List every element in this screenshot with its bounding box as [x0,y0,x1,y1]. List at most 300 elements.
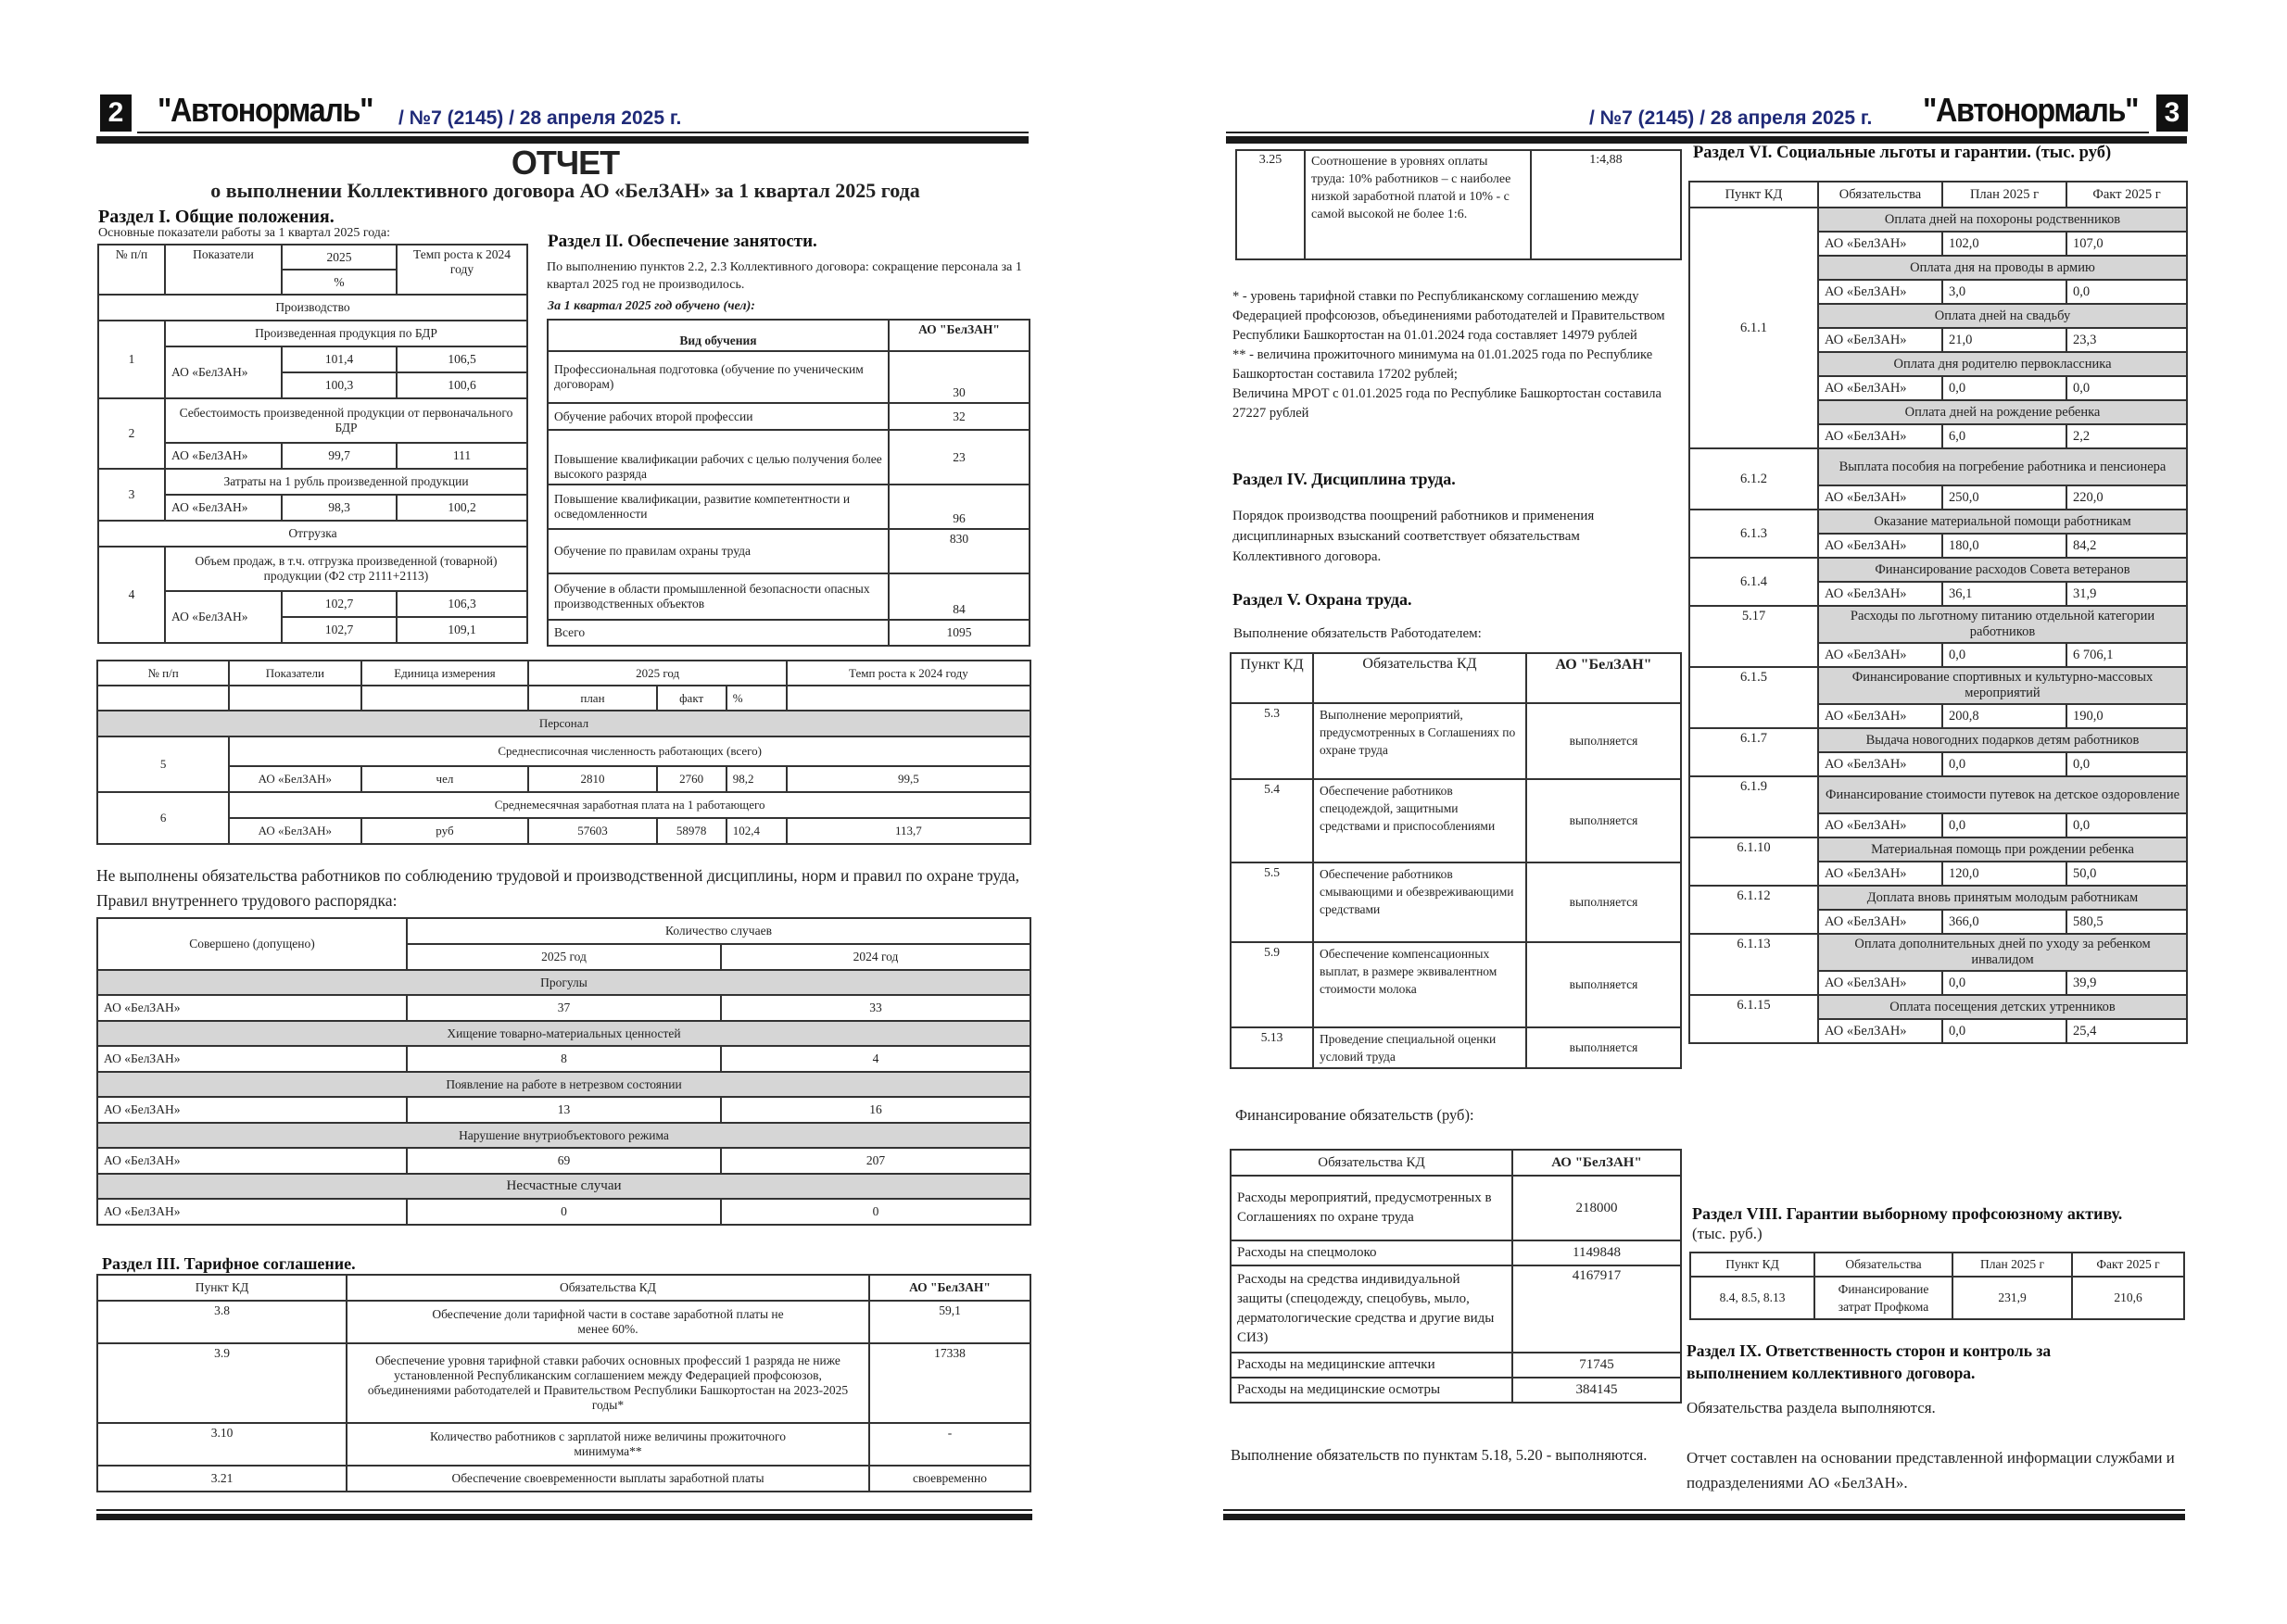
benefit-fact: 190,0 [2066,704,2187,728]
violation-count-2025: 0 [407,1199,721,1225]
cell-growth: 106,5 [397,346,527,372]
financing-amount: 218000 [1512,1176,1681,1240]
financing-item: Расходы на медицинские аптечки [1231,1353,1512,1378]
violation-group-name: Нарушение внутриобъектового режима [97,1123,1030,1148]
benefit-org: АО «БелЗАН» [1818,534,1942,558]
safety-row [1231,703,1681,779]
benefit-org: АО «БелЗАН» [1818,280,1942,304]
section-3-heading: Раздел III. Тарифное соглашение. [102,1254,356,1273]
benefit-org: АО «БелЗАН» [1818,643,1942,667]
benefit-plan: 180,0 [1942,534,2066,558]
tariff-point: 3.9 [97,1343,347,1423]
benefit-fact: 580,5 [2066,910,2187,934]
violation-count-2025: 13 [407,1097,721,1123]
row-org: АО «БелЗАН» [165,591,282,643]
violation-row [97,995,1030,1021]
training-type: Обучение в области промышленной безопасности опасных производственных объектов [548,573,889,620]
violation-count-2024: 0 [721,1199,1030,1225]
benefit-fact: 0,0 [2066,813,2187,837]
benefit-title-row [1689,837,2187,862]
row-org: АО «БелЗАН» [165,443,282,469]
benefit-org: АО «БелЗАН» [1818,424,1942,448]
report-title: ОТЧЕТ [511,144,620,182]
benefit-title-row [1689,995,2187,1019]
benefit-fact: 2,2 [2066,424,2187,448]
benefit-org: АО «БелЗАН» [1818,910,1942,934]
benefit-title-row [1689,667,2187,704]
row-indicator: Среднесписочная численность работающих (всего) [229,736,1030,766]
training-count: 30 [889,351,1030,403]
tariff-point: 3.10 [97,1423,347,1466]
row-indicator: Объем продаж, в т.ч. отгрузка произведенной (товарной) продукции (Ф2 стр 2111+2113) [165,547,527,591]
benefit-org: АО «БелЗАН» [1818,328,1942,352]
safety-point: 5.9 [1231,942,1313,1027]
row-unit: руб [361,818,529,844]
benefit-name: Оплата дней на свадьбу [1818,304,2187,328]
safety-obligation: Выполнение мероприятий, предусмотренных в Соглашениях по охране труда [1313,703,1526,779]
benefit-point: 6.1.10 [1689,837,1818,886]
tariff-table [96,1274,1031,1492]
tariff-point: 3.8 [97,1301,347,1343]
violation-org: АО «БелЗАН» [97,1046,407,1072]
safety-status: выполняется [1526,703,1681,779]
safety-row [1231,942,1681,1027]
violation-row [97,1148,1030,1174]
benefit-point: 6.1.15 [1689,995,1818,1043]
footer-rule-thick-left [96,1514,1032,1520]
col-header-point: Пункт КД [1231,653,1313,703]
benefit-fact: 107,0 [2066,232,2187,256]
section-1-heading: Раздел I. Общие положения. [98,207,335,227]
union-obligation: Финансирование затрат Профкома [1814,1277,1952,1319]
labor-safety-table [1230,652,1682,1069]
violation-org: АО «БелЗАН» [97,1199,407,1225]
financing-item: Расходы на средства индивидуальной защиты (спецодежду, спецобувь, мыло, дерматологические средства и другие виды СИЗ) [1231,1265,1512,1353]
safety-point: 5.4 [1231,779,1313,862]
row-num: 4 [98,547,165,643]
benefit-title-row [1689,510,2187,534]
violation-group-row [97,1072,1030,1097]
cell-fact: 2760 [657,766,727,792]
benefit-title-row [1689,886,2187,910]
benefit-fact: 0,0 [2066,376,2187,400]
footer-rule-thin-left [96,1509,1032,1511]
benefit-point: 6.1.1 [1689,208,1818,448]
benefit-plan: 120,0 [1942,862,2066,886]
row-org: АО «БелЗАН» [229,818,360,844]
cell-growth: 106,3 [397,591,527,617]
benefit-plan: 102,0 [1942,232,2066,256]
benefit-name: Финансирование спортивных и культурно-массовых мероприятий [1818,667,2187,704]
violation-row [97,1097,1030,1123]
benefit-title-row [1689,208,2187,232]
tariff-point: 3.25 [1236,150,1305,259]
section-5-heading: Раздел V. Охрана труда. [1232,590,1412,609]
benefit-org: АО «БелЗАН» [1818,704,1942,728]
training-count: 84 [889,573,1030,620]
section-5-intro: Выполнение обязательств Работодателем: [1233,626,1482,641]
financing-row [1231,1240,1681,1265]
report-subtitle: о выполнении Коллективного договора АО «БелЗАН» за 1 квартал 2025 года [210,179,920,202]
footnote-tariff: * - уровень тарифной ставки по Республиканскому соглашению между Федерацией профсоюзов, объединениями работодателей и Правительством Республики Башкортостан на 01.01.2024 года составляет 14979 рублей [1232,289,1665,343]
benefit-plan: 0,0 [1942,971,2066,995]
union-guarantees-table [1689,1252,2185,1320]
footnote-mrot: Величина МРОТ с 01.01.2025 года по Республике Башкортостан составила 27227 рублей [1232,386,1662,421]
tariff-obligation: Количество работников с зарплатой ниже величины прожиточного минимума** [347,1423,869,1466]
violation-group-name: Несчастные случаи [97,1174,1030,1199]
cell-pct: 98,2 [727,766,787,792]
row-indicator: Среднемесячная заработная плата на 1 работающего [229,792,1030,818]
benefit-name: Оплата дней на рождение ребенка [1818,400,2187,424]
benefit-name: Доплата вновь принятым молодым работникам [1818,886,2187,910]
violations-table [96,917,1031,1226]
benefit-point: 6.1.5 [1689,667,1818,728]
col-header-unit: Единица измерения [361,661,529,686]
empty-cell [787,686,1030,711]
cell-value: 100,3 [282,372,397,398]
violation-count-2024: 4 [721,1046,1030,1072]
cell-growth: 109,1 [397,617,527,643]
page-number-right: 3 [2156,94,2188,132]
social-benefits-table [1688,181,2188,1044]
col-header-obligation: Обязательства [1814,1253,1952,1277]
benefit-point: 6.1.7 [1689,728,1818,776]
section-8-heading: Раздел VIII. Гарантии выборному профсоюзному активу. [1692,1204,2123,1223]
row-num: 1 [98,321,165,398]
col-header-fact: факт [657,686,727,711]
col-header-obligation: Обязательства КД [1231,1150,1512,1176]
cell-plan: 57603 [528,818,656,844]
benefit-point: 6.1.9 [1689,776,1818,837]
benefit-name: Оплата дополнительных дней по уходу за ребенком инвалидом [1818,934,2187,971]
violation-group-name: Появление на работе в нетрезвом состоянии [97,1072,1030,1097]
union-plan: 231,9 [1952,1277,2072,1319]
cell-pct: 102,4 [727,818,787,844]
footnote-subsistence: ** - величина прожиточного минимума на 01.01.2025 года по Республике Башкортостан составила 17202 рублей; [1232,347,1653,382]
benefit-title-row [1689,448,2187,485]
cell-growth: 100,2 [397,495,527,521]
safety-row [1231,1027,1681,1068]
col-header-2025: 2025 год [528,661,786,686]
row-num: 5 [97,736,229,792]
benefit-point: 6.1.4 [1689,558,1818,606]
benefit-fact: 23,3 [2066,328,2187,352]
benefit-fact: 0,0 [2066,280,2187,304]
col-header-org: АО "БелЗАН" [1526,653,1681,703]
col-header-obligation: Обязательства КД [347,1275,869,1301]
col-header-plan: план [528,686,656,711]
benefit-plan: 6,0 [1942,424,2066,448]
benefit-fact: 84,2 [2066,534,2187,558]
col-header-org: АО "БелЗАН" [889,320,1030,351]
cell-value: 102,7 [282,617,397,643]
benefit-name: Материальная помощь при рождении ребенка [1818,837,2187,862]
benefit-fact: 6 706,1 [2066,643,2187,667]
financing-table [1230,1149,1682,1404]
financing-amount: 4167917 [1512,1265,1681,1353]
violation-group-row [97,1123,1030,1148]
benefit-title-row [1689,934,2187,971]
training-type: Повышение квалификации рабочих с целью получения более высокого разряда [548,430,889,485]
section-9-text: Обязательства раздела выполняются. [1687,1399,1936,1416]
row-num: 2 [98,398,165,469]
benefit-org: АО «БелЗАН» [1818,485,1942,510]
row-org: АО «БелЗАН» [165,495,282,521]
safety-row [1231,862,1681,942]
col-header-point: Пункт КД [97,1275,347,1301]
training-count: 32 [889,403,1030,430]
row-unit: чел [361,766,529,792]
benefit-plan: 0,0 [1942,1019,2066,1043]
benefit-name: Оплата дня родителю первоклассника [1818,352,2187,376]
col-header-pct: % [727,686,787,711]
safety-row [1231,779,1681,862]
violation-org: АО «БелЗАН» [97,1148,407,1174]
col-header-point: Пункт КД [1689,182,1818,208]
training-count: 23 [889,430,1030,485]
benefit-title-row [1689,606,2187,643]
col-header-org: АО "БелЗАН" [1512,1150,1681,1176]
tariff-value: 1:4,88 [1531,150,1681,259]
col-header-num: № п/п [97,661,229,686]
cell-growth: 113,7 [787,818,1030,844]
tariff-obligation: Обеспечение своевременности выплаты заработной платы [347,1466,869,1492]
benefit-name: Оплата дней на похороны родственников [1818,208,2187,232]
benefit-point: 6.1.13 [1689,934,1818,995]
empty-cell [97,686,229,711]
tariff-point: 3.21 [97,1466,347,1492]
financing-item: Расходы на спецмолоко [1231,1240,1512,1265]
safety-status: выполняется [1526,1027,1681,1068]
benefit-name: Оплата дня на проводы в армию [1818,256,2187,280]
row-org: АО «БелЗАН» [229,766,360,792]
col-header-count: Количество случаев [407,918,1030,944]
benefit-fact: 39,9 [2066,971,2187,995]
benefit-plan: 366,0 [1942,910,2066,934]
benefit-point: 5.17 [1689,606,1818,667]
col-header-fact: Факт 2025 г [2066,182,2187,208]
tariff-value: 17338 [869,1343,1030,1423]
section-2-text: По выполнению пунктов 2.2, 2.3 Коллективного договора: сокращение персонала за 1 квартал 2025 год не производилось. [547,260,1022,292]
training-type: Обучение по правилам охраны труда [548,529,889,573]
violation-count-2025: 37 [407,995,721,1021]
benefit-name: Выплата пособия на погребение работника и пенсионера [1818,448,2187,485]
col-header-plan: План 2025 г [1952,1253,2072,1277]
financing-row [1231,1378,1681,1403]
footer-rule-thin-right [1223,1509,1687,1511]
main-indicators-table [97,244,528,644]
section-4-heading: Раздел IV. Дисциплина труда. [1232,470,1456,488]
masthead-rule-thick-right [1226,136,2187,144]
training-table [547,319,1030,647]
tariff-value: своевременно [869,1466,1030,1492]
cell-value: 99,7 [282,443,397,469]
violation-group-name: Прогулы [97,970,1030,995]
violation-org: АО «БелЗАН» [97,995,407,1021]
col-header-indicator: Показатели [165,245,282,295]
cell-value: 98,3 [282,495,397,521]
violation-group-row [97,1021,1030,1046]
benefit-fact: 0,0 [2066,752,2187,776]
cell-value: 101,4 [282,346,397,372]
benefit-org: АО «БелЗАН» [1818,813,1942,837]
safety-point: 5.5 [1231,862,1313,942]
cell-fact: 58978 [657,818,727,844]
col-header-2025: 2025 год [407,944,721,970]
financing-item: Расходы мероприятий, предусмотренных в Соглашениях по охране труда [1231,1176,1512,1240]
row-indicator: Себестоимость произведенной продукции от первоначального БДР [165,398,527,443]
tariff-value: - [869,1423,1030,1466]
col-header-org: АО "БелЗАН" [869,1275,1030,1301]
training-count: 96 [889,485,1030,529]
benefit-point: 6.1.2 [1689,448,1818,510]
benefit-name: Оплата посещения детских утренников [1818,995,2187,1019]
training-type: Повышение квалификации, развитие компетентности и осведомленности [548,485,889,529]
training-type: Профессиональная подготовка (обучение по ученическим договорам) [548,351,889,403]
safety-status: выполняется [1526,942,1681,1027]
violation-group-row [97,970,1030,995]
benefit-org: АО «БелЗАН» [1818,752,1942,776]
safety-obligation: Обеспечение работников смывающими и обезвреживающими средствами [1313,862,1526,942]
group-personnel: Персонал [97,711,1030,736]
financing-amount: 1149848 [1512,1240,1681,1265]
violation-count-2025: 8 [407,1046,721,1072]
benefit-plan: 0,0 [1942,752,2066,776]
violation-row [97,1199,1030,1225]
benefit-title-row [1689,728,2187,752]
training-count: 1095 [889,620,1030,646]
violation-row [97,1046,1030,1072]
cell-growth: 99,5 [787,766,1030,792]
benefit-name: Финансирование стоимости путевок на детское оздоровление [1818,776,2187,813]
financing-row [1231,1176,1681,1240]
violations-intro: Не выполнены обязательства работников по соблюдению трудовой и производственной дисциплины, норм и правил по охране труда, Правил внутреннего трудового распорядка: [96,866,1020,910]
tariff-obligation: Соотношение в уровнях оплаты труда: 10% работников – с наиболее низкой заработной платой и 10% - с самой высокой не более 1:6. [1305,150,1531,259]
masthead-rule-thin-right [1226,132,2149,133]
masthead-rule-thin-left [137,132,1029,133]
benefit-point: 6.1.12 [1689,886,1818,934]
benefit-org: АО «БелЗАН» [1818,1019,1942,1043]
cell-value: 102,7 [282,591,397,617]
benefit-org: АО «БелЗАН» [1818,232,1942,256]
col-header-point: Пункт КД [1690,1253,1814,1277]
safety-status: выполняется [1526,862,1681,942]
financing-intro: Финансирование обязательств (руб): [1235,1106,1474,1124]
masthead-rule-thick-left [96,136,1029,144]
benefit-fact: 50,0 [2066,862,2187,886]
benefit-name: Расходы по льготному питанию отдельной категории работников [1818,606,2187,643]
empty-cell [229,686,360,711]
training-count: 830 [889,529,1030,573]
col-header-obligation: Обязательства [1818,182,1942,208]
benefit-org: АО «БелЗАН» [1818,376,1942,400]
col-header-growth: Темп роста к 2024 году [787,661,1030,686]
newspaper-brand-right: "Автонормаль" [1923,91,2139,129]
benefit-name: Выдача новогодних подарков детям работников [1818,728,2187,752]
benefit-title-row [1689,558,2187,582]
col-header-committed: Совершено (допущено) [97,918,407,970]
safety-obligation: Проведение специальной оценки условий труда [1313,1027,1526,1068]
safety-point: 5.3 [1231,703,1313,779]
benefit-plan: 3,0 [1942,280,2066,304]
financing-amount: 71745 [1512,1353,1681,1378]
violation-count-2024: 33 [721,995,1030,1021]
cell-growth: 111 [397,443,527,469]
violation-count-2024: 207 [721,1148,1030,1174]
benefit-title-row [1689,776,2187,813]
benefit-plan: 0,0 [1942,643,2066,667]
footer-rule-thick-right2 [1687,1514,2185,1520]
violation-group-name: Хищение товарно-материальных ценностей [97,1021,1030,1046]
newspaper-brand-left: "Автонормаль" [158,91,373,129]
safety-obligation: Обеспечение компенсационных выплат, в размере эквивалентном стоимости молока [1313,942,1526,1027]
section-1-intro: Основные показатели работы за 1 квартал 2025 года: [98,226,391,240]
section-4-text: Порядок производства поощрений работников и применения дисциплинарных взысканий соответствует обязательствам Коллективного договора. [1232,509,1595,564]
violation-org: АО «БелЗАН» [97,1097,407,1123]
page-number-left: 2 [100,94,132,132]
issue-info-left: / №7 (2145) / 28 апреля 2025 г. [398,107,682,129]
financing-row [1231,1353,1681,1378]
footer-rule-thin-right2 [1687,1509,2185,1511]
benefit-org: АО «БелЗАН» [1818,582,1942,606]
row-num: 3 [98,469,165,521]
benefit-org: АО «БелЗАН» [1818,971,1942,995]
row-org: АО «БелЗАН» [165,346,282,398]
row-indicator: Затраты на 1 рубль произведенной продукции [165,469,527,495]
financing-item: Расходы на медицинские осмотры [1231,1378,1512,1403]
section-8-unit: (тыс. руб.) [1692,1225,1763,1242]
tariff-value: 59,1 [869,1301,1030,1343]
safety-obligation: Обеспечение работников спецодеждой, защитными средствами и приспособлениями [1313,779,1526,862]
col-header-percent: % [282,270,397,295]
col-header-indicator: Показатели [229,661,360,686]
benefit-plan: 36,1 [1942,582,2066,606]
col-header-training-type: Вид обучения [548,320,889,351]
section-9-heading: Раздел IX. Ответственность сторон и контроль за выполнением коллективного договора. [1687,1341,2052,1382]
cell-plan: 2810 [528,766,656,792]
training-type: Обучение рабочих второй профессии [548,403,889,430]
section-6-heading: Раздел VI. Социальные льготы и гарантии. (тыс. руб) [1693,144,2112,162]
benefit-plan: 0,0 [1942,376,2066,400]
union-fact: 210,6 [2072,1277,2184,1319]
section-2-subheading: За 1 квартал 2025 год обучено (чел): [548,299,755,313]
tariff-obligation: Обеспечение доли тарифной части в составе заработной платы не менее 60%. [347,1301,869,1343]
col-header-2025: 2025 [282,245,397,270]
benefit-plan: 21,0 [1942,328,2066,352]
tariff-obligation: Обеспечение уровня тарифной ставки рабочих основных профессий 1 разряда не ниже установленной Республиканским соглашением между Федерацией профсоюзов, объединениями работодателей и Правительством Республики Башкортостан на 2023-2025 годы* [347,1343,869,1423]
benefit-fact: 25,4 [2066,1019,2187,1043]
benefit-name: Оказание материальной помощи работникам [1818,510,2187,534]
footnotes [1232,287,1687,423]
union-point: 8.4, 8.5, 8.13 [1690,1277,1814,1319]
benefit-plan: 250,0 [1942,485,2066,510]
safety-status: выполняется [1526,779,1681,862]
col-header-obligation: Обязательства КД [1313,653,1526,703]
cell-growth: 100,6 [397,372,527,398]
benefit-fact: 220,0 [2066,485,2187,510]
empty-cell [361,686,529,711]
section-9-closing: Отчет составлен на основании представленной информации службами и подразделениями АО «БелЗАН». [1687,1449,2175,1492]
benefit-point: 6.1.3 [1689,510,1818,558]
col-header-2024: 2024 год [721,944,1030,970]
violation-count-2025: 69 [407,1148,721,1174]
footer-rule-thick-right [1223,1514,1687,1520]
row-num: 6 [97,792,229,844]
section-5-closing: Выполнение обязательств по пунктам 5.18, 5.20 - выполняются. [1231,1446,1648,1464]
financing-amount: 384145 [1512,1378,1681,1403]
col-header-plan: План 2025 г [1942,182,2066,208]
training-type: Всего [548,620,889,646]
